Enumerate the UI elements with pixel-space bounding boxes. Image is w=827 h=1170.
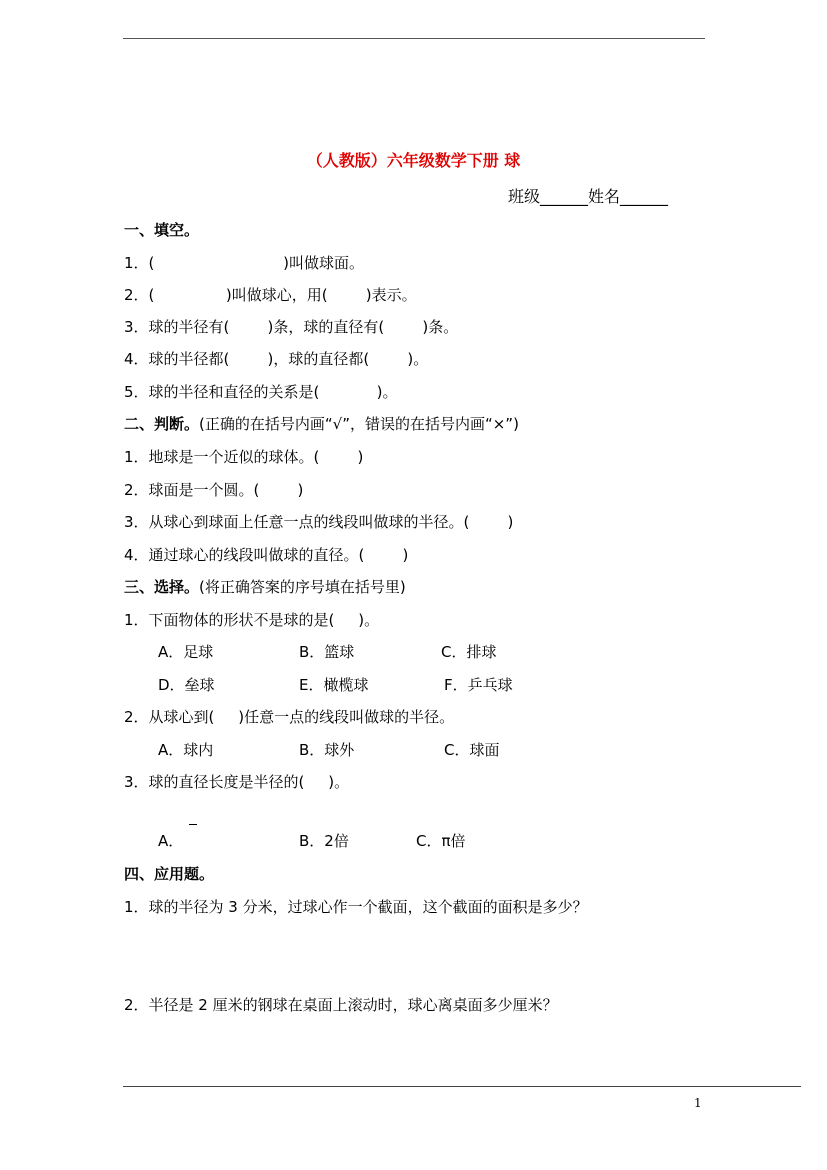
- choice-q1-option-b: B．篮球: [299, 643, 355, 661]
- section-apply-heading: 四、应用题。: [124, 865, 215, 883]
- apply-item-2: 2．半径是 2 厘米的钢球在桌面上滚动时，球心离桌面多少厘米？: [124, 996, 558, 1014]
- section-judge-note: (正确的在括号内画“√”，错误的在括号内画“×”): [199, 415, 519, 433]
- choice-q2-stem: 2．从球心到( )任意一点的线段叫做球的半径。: [124, 708, 455, 726]
- section-choice-heading-row: [124, 577, 406, 597]
- choice-q1-stem: 1．下面物体的形状不是球的是( )。: [124, 611, 380, 629]
- page-title: （人教版）六年级数学下册 球: [306, 151, 521, 170]
- page-number: 1: [694, 1096, 702, 1110]
- judge-item-3: 3．从球心到球面上任意一点的线段叫做球的半径。( ): [124, 513, 514, 531]
- choice-q1-option-e: E．橄榄球: [299, 676, 369, 694]
- choice-q2-option-a: A．球内: [158, 741, 214, 759]
- header-rule: [123, 38, 705, 39]
- footer-rule: [123, 1086, 801, 1087]
- choice-q1-option-d: D．垒球: [158, 676, 215, 694]
- class-name-line: 班级______姓名______: [508, 187, 669, 206]
- judge-item-1: 1．地球是一个近似的球体。( ): [124, 448, 364, 466]
- choice-q2-option-b: B．球外: [299, 741, 355, 759]
- apply-item-1: 1．球的半径为 3 分米，过球心作一个截面，这个截面的面积是多少？: [124, 898, 588, 916]
- choice-q1-option-c: C．排球: [441, 643, 497, 661]
- judge-item-2: 2．球面是一个圆。( ): [124, 481, 304, 499]
- section-choice-note: (将正确答案的序号填在括号里): [199, 578, 406, 596]
- choice-q1-option-f: F．乒乓球: [444, 676, 513, 694]
- fill-item-5: 5．球的半径和直径的关系是( )。: [124, 383, 398, 401]
- choice-q3-option-c: C．π倍: [416, 832, 466, 850]
- fill-item-4: 4．球的半径都( )，球的直径都( )。: [124, 350, 429, 368]
- fill-item-3: 3．球的半径有( )条，球的直径有( )条。: [124, 318, 459, 336]
- fraction-bar: [189, 824, 197, 825]
- fill-item-1: 1．( )叫做球面。: [124, 254, 364, 272]
- section-judge-heading-row: [124, 414, 519, 434]
- choice-q1-option-a: A．足球: [158, 643, 214, 661]
- choice-q3-option-a: A．: [158, 832, 184, 850]
- choice-q2-option-c: C．球面: [444, 741, 500, 759]
- choice-q3-option-b: B．2倍: [299, 832, 349, 850]
- section-fill-heading: 一、填空。: [124, 221, 200, 239]
- fill-item-2: 2．( )叫做球心，用( )表示。: [124, 286, 417, 304]
- section-choice-heading: 三、选择。: [124, 578, 200, 596]
- choice-q3-stem: 3．球的直径长度是半径的( )。: [124, 773, 350, 791]
- judge-item-4: 4．通过球心的线段叫做球的直径。( ): [124, 546, 409, 564]
- section-judge-heading: 二、判断。: [124, 415, 200, 433]
